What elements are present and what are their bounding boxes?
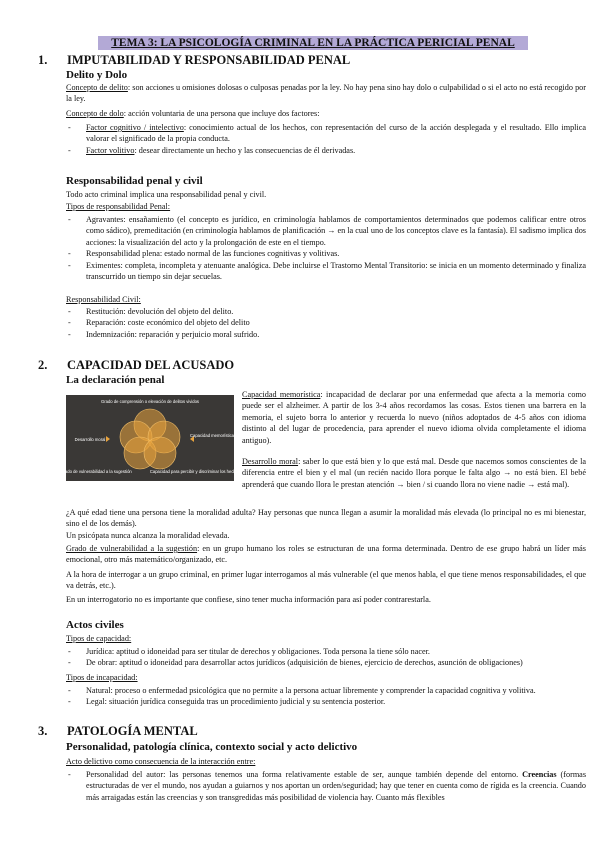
label-tipos-penal: Tipos de responsabilidad Penal:	[66, 202, 171, 211]
diagram-label-vulnerabilidad: Grado de vulnerabilidad a la sugestión	[60, 469, 132, 474]
diagram-label-moral: Desarrollo moral	[74, 437, 106, 442]
list-item: - Eximentes: completa, incompleta y atenuante analógica. Debe incluirse el Trastorno Mental Transitorio: se inicia en un momento determinado y finaliza transcurrido un tiempo sin dejar secuelas.	[66, 260, 586, 283]
diagram-label-memoria: Capacidad memorística	[190, 433, 234, 438]
subsection-declaracion: La declaración penal	[66, 374, 165, 386]
paragraph-interrogatorio: En un interrogatorio no es importante que confiese, sino tener mucha información para así poder contrarestarla.	[66, 595, 431, 604]
section-number: 2.	[38, 358, 48, 372]
term-vulnerabilidad: Grado de vulnerabilidad a la sugestión	[66, 544, 198, 553]
list-acto-delictivo	[66, 769, 586, 803]
term-moral: Desarrollo moral	[242, 457, 299, 466]
term-delito: Concepto de delito	[66, 83, 128, 92]
list-item: - Factor cognitivo / intelectivo: conocimiento actual de los hechos, con representación del curso de la acción desplegada y el resultado. Ello implica valorar el significado de la propia conducta.	[66, 122, 586, 145]
list-item: - Jurídica: aptitud o idoneidad para ser titular de derechos y obligaciones. Toda persona la tiene sólo nacer.	[66, 646, 586, 657]
diagram-label-comprension: Grado de comprensión o elevación de delitos vividos	[101, 399, 199, 404]
list-incapacidad	[66, 685, 586, 708]
list-item: - Responsabilidad plena: estado normal de las funciones cognitivas y volitivas.	[66, 248, 586, 259]
paragraph-memoria: Capacidad memorística: incapacidad de declarar por una enfermedad que afecta a la memoria como puede ser el alzheimer. A partir de los 3-4 años recordamos las cosas. Estos tienen una barrera en la memoria, el sujeto borra lo anterior y recuerda lo nuevo (niños adoptados de 4-5 años con idioma distinto al del lugar de procedencia, para aprender el nuevo idioma olvida completamente el idioma antiguo).	[242, 390, 586, 445]
list-civil	[66, 306, 586, 340]
label-resp-civil: Responsabilidad Civil:	[66, 295, 141, 304]
paragraph-dolo: Concepto de dolo: acción voluntaria de una persona que incluye dos factores:	[66, 109, 320, 118]
paragraph-resp-intro: Todo acto criminal implica una responsabilidad penal y civil.	[66, 190, 267, 199]
subsection-responsabilidad: Responsabilidad penal y civil	[66, 175, 203, 187]
list-item: - Natural: proceso o enfermedad psicológica que no permite a la persona actuar libremente y comprender la capacidad cognitiva y volitiva.	[66, 685, 586, 696]
list-capacidad	[66, 646, 586, 669]
diagram-label-percepcion: Capacidad para percibir y discriminar los hechos vividos	[149, 469, 255, 474]
section-number: 1.	[38, 53, 48, 67]
list-item: - De obrar: aptitud o idoneidad para desarrollar actos jurídicos (adquisición de bienes, ejercicio de derechos, asunción de obligaciones)	[66, 657, 586, 668]
capacity-diagram-image	[60, 395, 255, 481]
list-item: - Legal: situación jurídica conseguida tras un procedimiento judicial y su sentencia posterior.	[66, 696, 586, 707]
subsection-actos-civiles: Actos civiles	[66, 619, 124, 631]
label-acto-delictivo: Acto delictivo como consecuencia de la interacción entre:	[66, 757, 256, 766]
paragraph-vulnerabilidad: Grado de vulnerabilidad a la sugestión: en un grupo humano los roles se estructuran de una forma determinada. Dentro de ese grupo habrá un líder más emocional, otro más matemático/organizado, etc.	[66, 544, 586, 565]
section-title: CAPACIDAD DEL ACUSADO	[67, 358, 235, 372]
list-item: - Factor volitivo: desear directamente un hecho y las consecuencias de él derivadas.	[66, 145, 586, 156]
paragraph-delito: Concepto de delito: son acciones u omisiones dolosas o culposas penadas por la ley. No hay pena sino hay dolo o culpabilidad o si el acto no está recogido por la ley.	[66, 83, 586, 104]
list-item: - Personalidad del autor: las personas tenemos una forma relativamente estable de ser, aunque también depende del entorno. Creencias (formas estructuradas de ver el mundo, nos ayudan a guiarnos y nos aportan un orden/seguridad; hay que tener en cuenta como de rígida es la creencia. Cuando más arraigadas están las creencias y son transgredidas más posibilidad de violencia hay. Cuanto más flexibles	[66, 769, 586, 803]
term-memoria: Capacidad memorística	[242, 390, 321, 399]
paragraph-interrogar: A la hora de interrogar a un grupo criminal, en primer lugar interrogamos al más vulnerable (el que menos habla, el que tiene menos responsabilidades, el que va detrás, etc.).	[66, 570, 586, 591]
list-penal	[66, 214, 586, 282]
label-tipos-incapacidad: Tipos de incapacidad:	[66, 673, 138, 682]
list-item: - Indemnización: reparación y perjuicio moral sufrido.	[66, 329, 586, 340]
list-item: - Restitución: devolución del objeto del delito.	[66, 306, 586, 317]
list-item: - Reparación: coste económico del objeto del delito	[66, 317, 586, 328]
subsection-personalidad: Personalidad, patología clínica, contexto social y acto delictivo	[66, 741, 358, 753]
term-dolo: Concepto de dolo	[66, 109, 124, 118]
paragraph-moral: Desarrollo moral: saber lo que está bien y lo que está mal. Desde que nacemos somos conscientes de la diferencia entre el bien y el mal (un recién nacido llora porque le falta algo → no está bien. El bebé aprenderá que cuando llora le prestan atención → bien / si cuando llora no viene nadie → está mal).	[242, 457, 586, 489]
list-item: - Agravantes: ensañamiento (el concepto es jurídico, en criminología hablamos de comportamientos determinados que podemos calificar entre otros como sádico), premeditación (en criminología hablamos de planificación → en la cual uno de los conceptos clave es la fantasía). El sadismo implica dos acciones: la visualización del acto y la prolongación de este en el tiempo.	[66, 214, 586, 248]
list-dolo-factors	[66, 122, 586, 156]
section-title: PATOLOGÍA MENTAL	[67, 724, 198, 738]
subsection-delito-dolo: Delito y Dolo	[66, 69, 128, 81]
section-number: 3.	[38, 724, 48, 738]
label-tipos-capacidad: Tipos de capacidad:	[66, 634, 132, 643]
paragraph-psicopata: Un psicópata nunca alcanza la moralidad elevada.	[66, 531, 230, 540]
section-title: IMPUTABILIDAD Y RESPONSABILIDAD PENAL	[67, 53, 351, 67]
document-title: TEMA 3: LA PSICOLOGÍA CRIMINAL EN LA PRÁCTICA PERICIAL PENAL	[98, 36, 528, 50]
paragraph-moral-question: ¿A qué edad tiene una persona tiene la moralidad adulta? Hay personas que nunca llegan a asumir la moralidad más elevada (lo principal no es mi bienestar, sino el de los demás).	[66, 508, 586, 529]
